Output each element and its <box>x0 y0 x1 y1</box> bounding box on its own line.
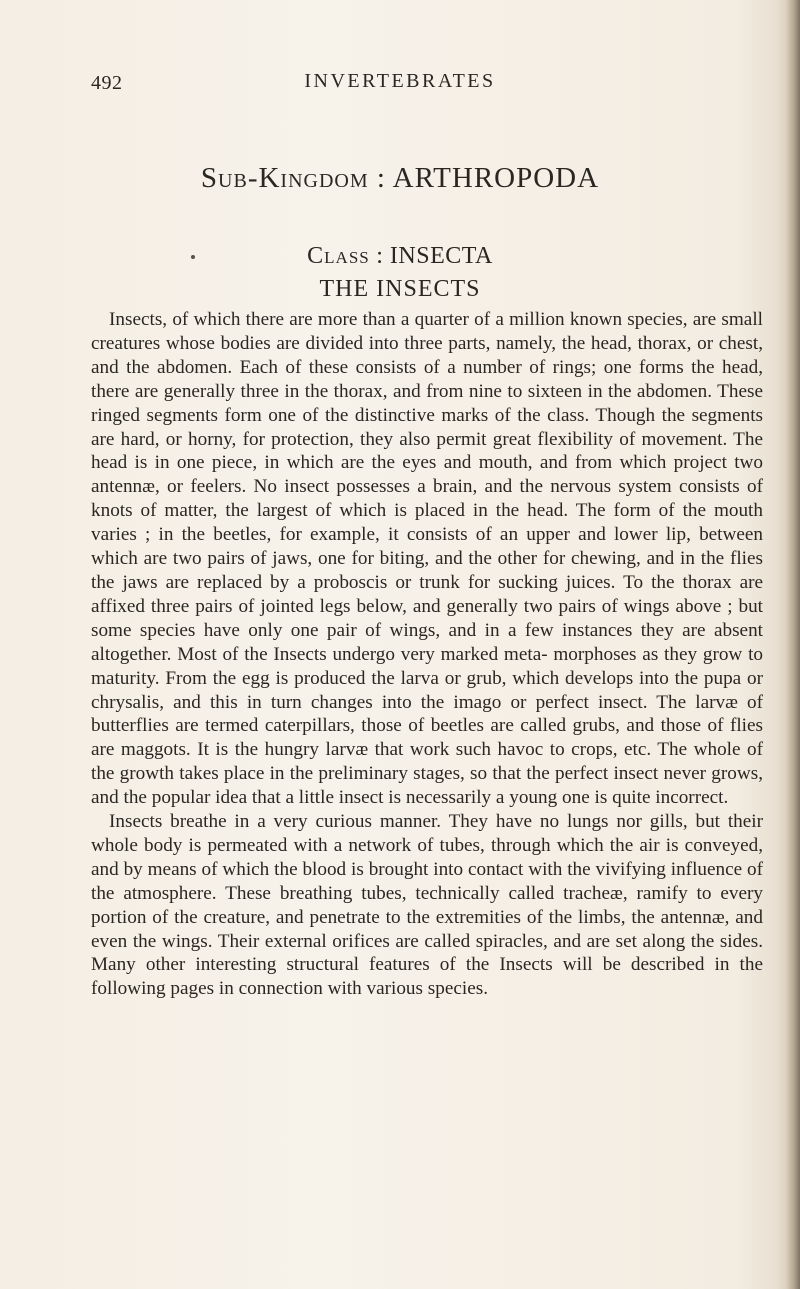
paragraph: Insects, of which there are more than a quarter of a million known species, are small creatures whose bodies are divided into three parts, namely, the head, thorax, or chest, and the abdomen. Each of these consists of a number of rings; one forms the head, there are generally three in the thorax, and from nine to sixteen in the abdomen. These ringed segments form one of the distinctive marks of the class. Though the segments are hard, or horny, for protection, they also permit great flexibility of movement. The head is in one piece, in which are the eyes and mouth, and from which project two antennæ, or feelers. No insect possesses a brain, and the nervous system consists of knots of matter, the largest of which is placed in the head. The form of the mouth varies ; in the beetles, for example, it consists of an upper and lower lip, between which are two pairs of jaws, one for biting, and the other for chewing, and in the flies the jaws are replaced by a proboscis or trunk for sucking juices. To the thorax are affixed three pairs of jointed legs below, and generally two pairs of wings above ; but some species have only one pair of wings, and in a few instances they are absent altogether. Most of the Insects undergo very marked meta- morphoses as they grow to maturity. From the egg is produced the larva or grub, which develops into the pupa or chrysalis, and this in turn changes into the imago or perfect insect. The larvæ of butterflies are termed caterpillars, those of beetles are called grubs, and those of flies are maggots. It is the hungry larvæ that work such havoc to crops, etc. The whole of the growth takes place in the preliminary stages, so that the perfect insect never grows, and the popular idea that a little insect is necessarily a young one is quite incorrect. <box>91 309 763 809</box>
body-text <box>91 308 763 1001</box>
class-heading <box>0 243 800 270</box>
running-head: INVERTEBRATES <box>304 70 496 92</box>
class-name: INSECTA <box>389 243 493 269</box>
subkingdom-separator: : <box>376 162 386 194</box>
paragraph: Insects breathe in a very curious manner. They have no lungs nor gills, but their whole body is permeated with a network of tubes, through which the air is conveyed, and by means of which the blood is brought into contact with the vivifying influence of the atmosphere. These breathing tubes, technically called tracheæ, ramify to every portion of the creature, and penetrate to the extremities of the limbs, the antennæ, and even the wings. Their external orifices are called spiracles, and are set along the sides. Many other interesting structural features of the Insects will be described in the following pages in connection with various species. <box>91 811 763 1000</box>
class-label: Class <box>307 243 370 269</box>
class-separator: : <box>376 243 384 269</box>
page-header <box>0 72 800 102</box>
subkingdom-label: Sub-Kingdom <box>200 162 369 194</box>
subkingdom-name: ARTHROPODA <box>392 162 600 194</box>
subkingdom-heading <box>0 162 800 195</box>
section-subheading: THE INSECTS <box>319 276 481 302</box>
page-number: 492 <box>91 72 123 94</box>
